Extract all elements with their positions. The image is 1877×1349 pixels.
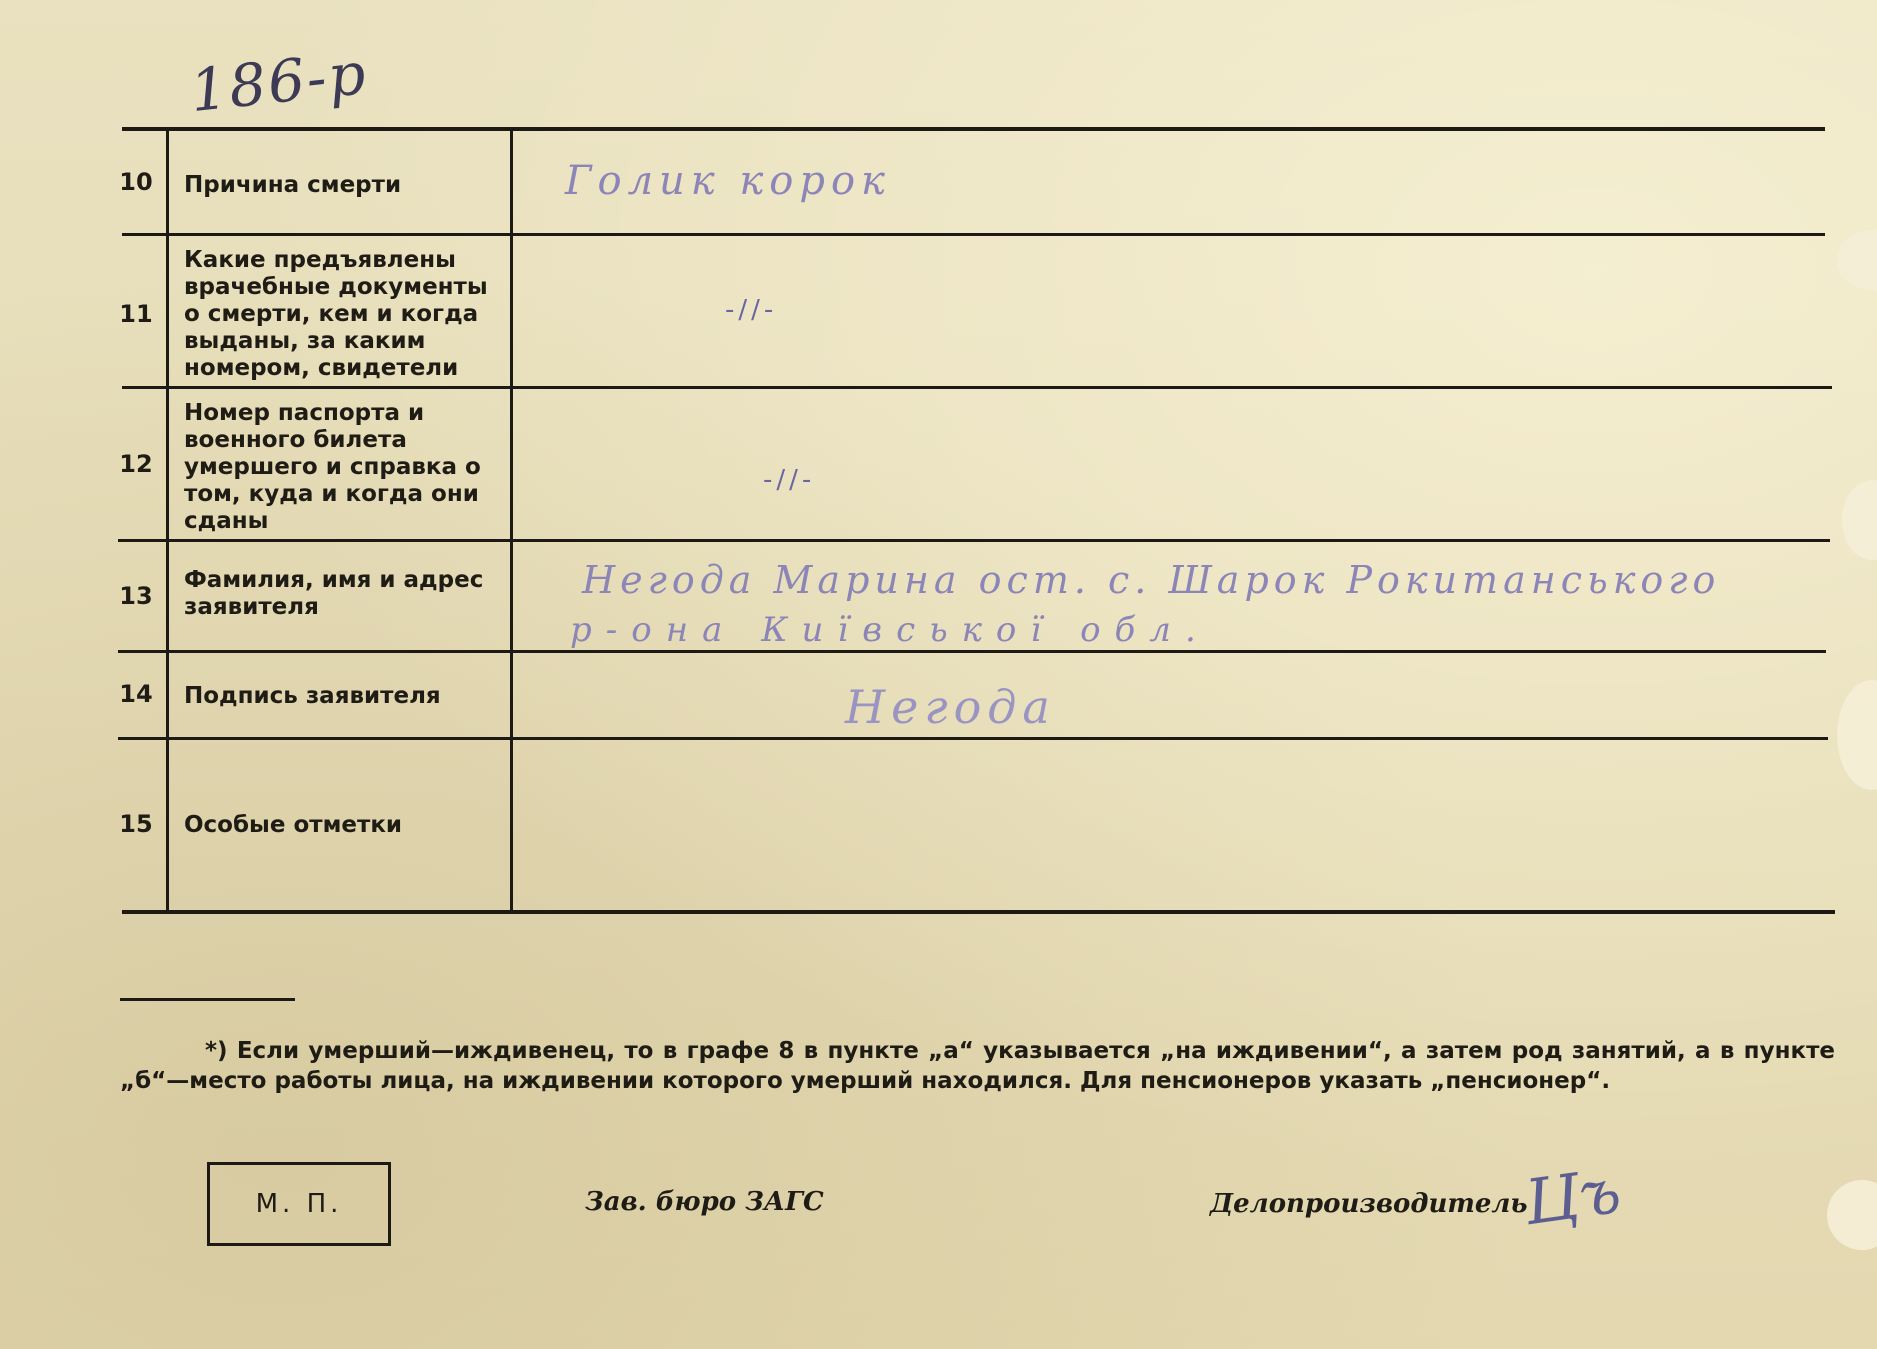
row-label: Фамилия, имя и адрес заявителя	[184, 567, 484, 620]
clerk-signature: Цъ	[1520, 1153, 1626, 1240]
row-label: Особые отметки	[184, 812, 403, 838]
row-value-ditto: -//-	[725, 295, 778, 325]
table-rule	[118, 737, 1828, 740]
paper-wear	[1837, 230, 1877, 290]
applicant-signature: Негода	[845, 680, 1056, 734]
table-rule	[122, 233, 1825, 236]
row-label: Причина смерти	[184, 172, 402, 198]
row-number: 14	[119, 680, 153, 708]
row-value-handwritten: Голик корок	[565, 158, 891, 204]
row-label: Подпись заявителя	[184, 683, 441, 709]
stamp-box	[207, 1162, 391, 1246]
row-label: Номер паспорта и военного билета умершего и справка о том, куда и когда они сданы	[184, 400, 481, 534]
stamp-label: М. П.	[255, 1189, 343, 1219]
row-number: 15	[119, 810, 153, 838]
table-rule	[118, 650, 1826, 653]
row-number: 13	[119, 582, 153, 610]
table-rule	[122, 386, 1832, 389]
table-rule	[122, 127, 1825, 131]
zags-label: Зав. бюро ЗАГС	[585, 1187, 824, 1217]
row-label: Какие предъявлены врачебные документы о смерти, кем и когда выданы, за каким номером, свидетели	[184, 247, 488, 381]
table-rule	[118, 539, 1830, 542]
row-number: 11	[119, 300, 153, 328]
footnote: *) Если умерший—иждивенец, то в графе 8 в пункте „а“ указывается „на иждивении“, а затем род занятий, а в пункте „б“—место работы лица, на иждивении которого умерший находился. Для пенсионеров указать „пенсионер“.	[120, 1038, 1835, 1094]
row-number: 10	[119, 168, 153, 196]
footnote-rule	[120, 998, 295, 1001]
row-value-handwritten: Негода Марина ост. с. Шарок Рокитанського	[582, 558, 1721, 602]
clerk-label: Делопроизводитель	[1210, 1189, 1528, 1219]
row-value-ditto: -//-	[763, 465, 816, 495]
paper-wear	[1842, 480, 1877, 560]
sheet-number: 186-р	[186, 38, 371, 126]
column-rule	[510, 131, 513, 910]
table-rule	[122, 910, 1835, 914]
row-number: 12	[119, 450, 153, 478]
paper-wear	[1827, 1180, 1877, 1250]
paper-wear	[1837, 680, 1877, 790]
row-value-handwritten: р-она Київської обл.	[570, 610, 1210, 650]
column-rule	[166, 131, 169, 910]
